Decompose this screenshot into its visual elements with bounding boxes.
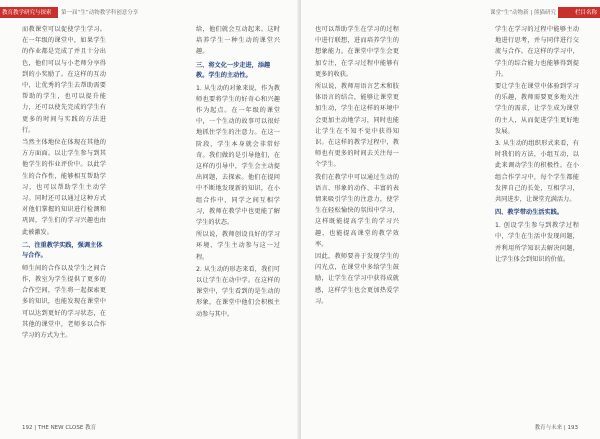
right-header-title: 课堂“生”动物新 | 熊猫研究 xyxy=(489,10,556,16)
paragraph: 学生在学习的过程中能够主动地进行思考，并与同伴进行交流与合作。在这样的学习中，学生的综合能力也能够得到提升。 xyxy=(495,26,579,78)
section-heading: 二、注重教学实践，强调主体与合作。 xyxy=(22,241,103,259)
left-page xyxy=(0,0,299,439)
paragraph: 而教课堂可以促使学生学习。在一年级的课堂中，如果学生的作业都是完成了并且十分出色，他们可以与小老师分享得到的小奖励了。在这样的互动中，让优秀的学生去帮助需要帮助的学生，也可以提升能力，还可以使先完成的学生有更多的时间与实践的方法进行。 xyxy=(22,26,106,134)
paragraph: 师生间的合作以及学生之间合作，教室为学生提供了更多的合作空间，学生将一起探索更多的知识，也能发现在课堂中可以达到更好的学习状态，在其他的课堂中，老师多以合作学习的方式为主。 xyxy=(22,264,106,340)
paragraph: 1. 创设学生参与到教学过程中，学生在生活中发现问题，并利用所学知识去解决问题，让学生体会到知识的价值。 xyxy=(495,222,579,263)
paragraph: 要让学生在课堂中体验到学习的乐趣，教师需要更多地关注学生的需求，让学生成为课堂的主人，从而促进学生更好地发展。 xyxy=(495,83,579,135)
column-3 xyxy=(315,24,399,416)
left-page-footer: 192 | THE NEW CLOSE 教育 xyxy=(22,425,97,431)
paragraph: 给，他们就会互动起来。这时培养学生一种生动的课堂兴趣。 xyxy=(196,26,280,56)
paragraph: 也可以帮助学生在学习的过程中进行联想，进而培养学生的想象能力。在课堂中学生会更加专注，在学习过程中能够有更多的收获。 xyxy=(315,26,399,78)
right-page-footer: 教育与未来 | 193 xyxy=(534,425,578,431)
left-header-tag: 教育教学研究与探索 xyxy=(2,10,52,16)
left-page-header xyxy=(0,7,150,18)
column-4 xyxy=(495,24,579,416)
section-heading: 三、将文化一步走进，添趣教。学生的主动性。 xyxy=(196,61,271,79)
paragraph: 所以说，教师创设良好的学习环境，学生主动参与这一过程。 xyxy=(196,231,280,261)
right-page xyxy=(301,0,600,439)
paragraph: 所以说，教师用语言艺术和肢体语言的结合，能够让课堂更加生动，学生在这样的环境中会更加主动地学习，同时也能让学生在不知不觉中获得知识。在这样的教学过程中，教师也有更多的时间去关注每一个学生。 xyxy=(315,83,399,169)
paragraph: 因此，教师要善于发现学生的闪光点，在课堂中多给学生鼓励，让学生在学习中获得成就感，这样学生也会更加热爱学习。 xyxy=(315,253,399,305)
section-heading: 四、教学带动生活实践。 xyxy=(495,209,564,217)
paragraph: 1. 从生动的对象来说，作为教师也要将学生的好奇心和兴趣作为起点。在一年级的课堂中，一个生动的故事可以很好地抓住学生的注意力。在这一阶段，学生本身就会非常好奇。我们做的是引导他们，在这样的引导中，学生会主动提出问题，去探索。他们在提问中不断地发现新的知识，在小组合作中，同学之间互相学习，教师在教学中也更能了解学生的状态。 xyxy=(196,84,280,227)
paragraph: 我们在教学中可以通过生动的语言、形象的动作、丰富的表情来吸引学生的注意力，使学生在轻松愉快的氛围中学习，这样既能提高学生的学习兴趣，也能提高课堂的教学效率。 xyxy=(315,173,399,248)
column-2 xyxy=(196,24,280,416)
column-1 xyxy=(22,24,106,416)
paragraph: 3. 从生动的组织形式来看，有时我们的方法，小组互动，以此来调动学生的积极性。在小组合作学习中，每个学生都能发挥自己的长处，互相学习，共同进步，让课堂充满活力。 xyxy=(495,140,579,204)
left-header-title: 第一届“生”动物教学科创意分享 xyxy=(61,10,139,16)
paragraph: 2. 从生动的形态来看，我们可以让学生在动中学。在这样的课堂中，学生看到的是生动的形象，在课堂中他们会积极主动参与其中。 xyxy=(196,265,280,318)
right-header-tag: 栏目名称 xyxy=(574,10,597,16)
column-1b xyxy=(109,24,193,416)
paragraph: 当然主体地位在体现在其他的方方面面。以让学生参与到其他学生的作业评价中。以此学生的合作性，能够相互帮助学习，也可以帮助学生主动学习。同时还可以通过这种方式对他们掌握的知识进行检测和巩固，学生们的学习兴趣也由此被激发。 xyxy=(22,139,106,236)
right-page-header xyxy=(460,7,600,18)
